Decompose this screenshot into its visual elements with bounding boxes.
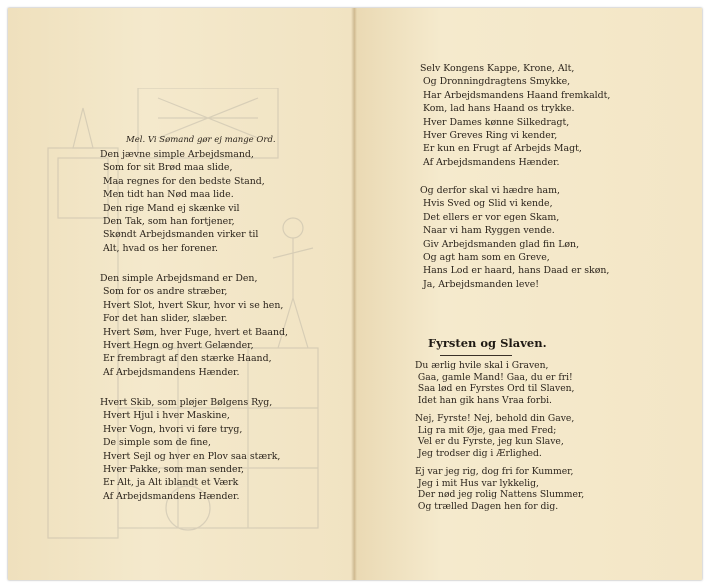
stanza-2: Den simple Arbejdsmand er Den, Som for os andre stræber, Hvert Slot, hvert Skur, hvor vi se hen, For det han slider, slæber. Hvert Søm, hver Fuge, hvert et Baand, Hvert Hegn og hvert Gelænder, Er frembragt af den stærke Haand, Af Arbejdsmandens Hænder. (100, 273, 289, 378)
stanza-1: Den jævne simple Arbejdsmand, Som for sit Brød maa slide, Maa regnes for den bedste Stand, Men tidt han Nød maa lide. Den rige Mand ej skænke vil Den Tak, som han fortjener, Skøndt Arbejdsmanden virker til Alt, hvad os her forener. (100, 149, 265, 254)
title-divider (440, 355, 512, 356)
poem2-stanza-2: Nej, Fyrste! Nej, behold din Gave, Lig ra mit Øje, gaa med Fred; Vel er du Fyrste, jeg kun Slave, Jeg trodser dig i Ærlighed. (415, 413, 575, 459)
stanza-3: Hvert Skib, som pløjer Bølgens Ryg, Hvert Hjul i hver Maskine, Hver Vogn, hvori vi føre tryg, De simple som de fine, Hvert Sejl og hver en Plov saa stærk, Hver Pakke, som man sender, Er Alt, ja Alt iblandt et Værk Af Arbejdsmandens Hænder. (100, 397, 281, 502)
poem2-stanza-3: Ej var jeg rig, dog fri for Kummer, Jeg i mit Hus var lykkelig, Der nød jeg rolig Nattens Slummer, Og trælled Dagen hen for dig. (415, 466, 585, 512)
melody-note: Mel. Vi Sømand gør ej mange Ord. (126, 135, 276, 145)
poem2-stanza-1: Du ærlig hvile skal i Graven, Gaa, gamle Mand! Gaa, du er fri! Saa lød en Fyrstes Ord til Slaven, Idet han gik hans Vraa forbi. (415, 360, 575, 406)
stanza-5: Og derfor skal vi hædre ham, Hvis Sved og Slid vi kende, Det ellers er vor egen Skam, Naar vi ham Ryggen vende. Giv Arbejdsmanden glad fin Løn, Og agt ham som en Greve, Hans Lod er haard, hans Daad er skøn, Ja, Arbejdsmanden leve! (420, 185, 610, 290)
page-fold (351, 8, 357, 580)
document-sheet (8, 8, 702, 580)
stanza-4: Selv Kongens Kappe, Krone, Alt, Og Dronningdragtens Smykke, Har Arbejdsmandens Haand fremkaldt, Kom, lad hans Haand os trykke. Hver Dames kønne Silkedragt, Hver Greves Ring vi kender, Er kun en Frugt af Arbejds Magt, Af Arbejdsmandens Hænder. (420, 63, 611, 168)
poem-title: Fyrsten og Slaven. (428, 336, 547, 350)
